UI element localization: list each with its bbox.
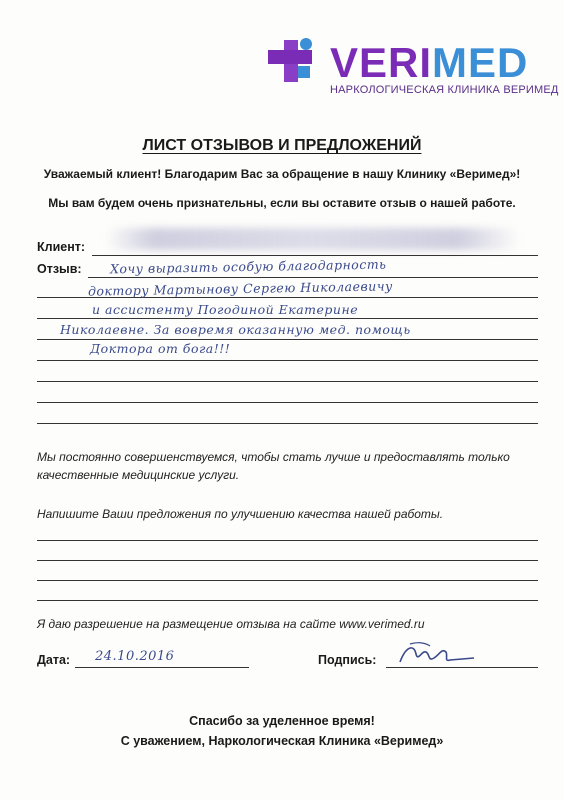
greeting-text: Уважаемый клиент! Благодарим Вас за обращение в нашу Клинику «Веримед»! <box>43 167 521 181</box>
date-label: Дата: <box>37 653 71 667</box>
review-line-1 <box>88 277 538 278</box>
brand-logo-text <box>330 39 529 86</box>
review-label: Отзыв: <box>37 262 82 276</box>
thanks-text: Спасибо за уделенное время! <box>189 714 375 728</box>
suggestion-prompt: Напишите Ваши предложения по улучшению качества нашей работы. <box>37 507 444 521</box>
review-line-8 <box>37 423 538 424</box>
handwritten-review-5: Доктора от бога!!! <box>90 341 231 356</box>
review-line-4 <box>37 339 538 340</box>
permission-text: Я даю разрешение на размещение отзыва на сайте www.verimed.ru <box>37 617 425 631</box>
brand-part-2: MED <box>432 39 529 86</box>
review-line-5 <box>37 360 538 361</box>
brand-part-1: VERI <box>330 39 433 86</box>
handwritten-date: 24.10.2016 <box>95 649 175 664</box>
signature-label: Подпись: <box>318 653 377 667</box>
suggestion-line-3 <box>37 580 538 581</box>
regards-text: С уважением, Наркологическая Клиника «Веримед» <box>120 734 444 748</box>
review-line-6 <box>37 381 538 382</box>
signature-scribble <box>396 640 476 670</box>
brand-subtitle: НАРКОЛОГИЧЕСКАЯ КЛИНИКА ВЕРИМЕД <box>330 84 559 96</box>
medical-cross-icon <box>268 36 330 86</box>
handwritten-review-4: Николаевне. За вовремя оказанную мед. помощь <box>60 322 411 337</box>
request-text: Мы вам будем очень признательны, если вы оставите отзыв о нашей работе. <box>48 196 516 210</box>
review-line-7 <box>37 402 538 403</box>
handwritten-review-2: доктору Мартынову Сергею Николаевичу <box>87 278 393 299</box>
form-title: ЛИСТ ОТЗЫВОВ И ПРЕДЛОЖЕНИЙ <box>142 137 422 154</box>
suggestion-line-2 <box>37 560 538 561</box>
handwritten-review-3: и ассистенту Погодиной Екатерине <box>92 302 359 317</box>
improvement-text-2: качественные медицинские услуги. <box>37 468 240 482</box>
client-name-redacted <box>105 228 520 250</box>
review-line-3 <box>37 318 538 319</box>
date-line <box>75 667 249 668</box>
client-label: Клиент: <box>37 240 86 254</box>
client-line <box>92 255 538 256</box>
suggestion-line-4 <box>37 600 538 601</box>
suggestion-line-1 <box>37 540 538 541</box>
handwritten-review-1: Хочу выразить особую благодарность <box>109 256 387 277</box>
improvement-text-1: Мы постоянно совершенствуемся, чтобы стать лучше и предоставлять только <box>37 450 510 464</box>
